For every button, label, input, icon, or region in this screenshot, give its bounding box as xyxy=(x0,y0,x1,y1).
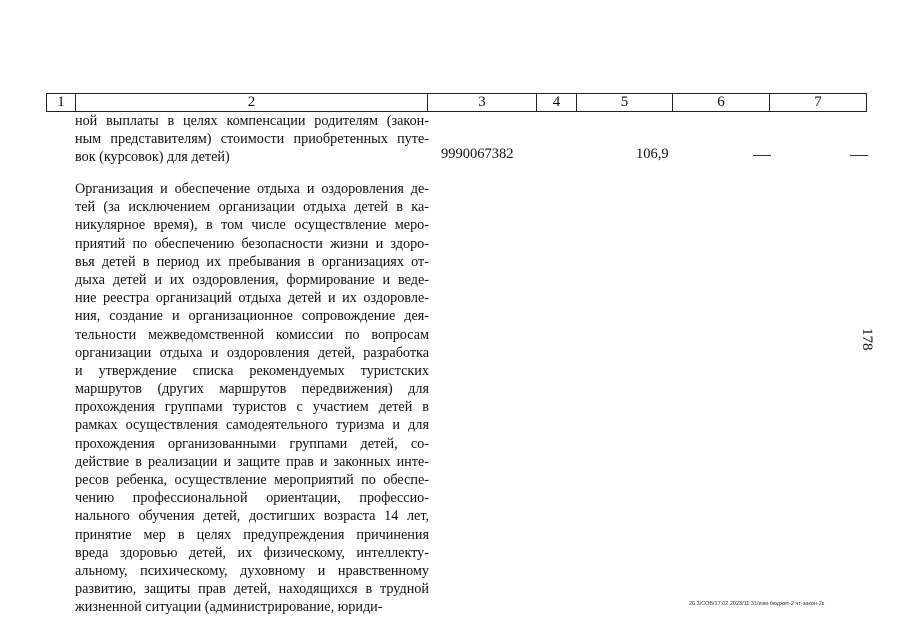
column-header-5: 5 xyxy=(577,94,673,112)
text-line: приятий по обеспечению безопасности жизни и здоро- xyxy=(75,235,429,252)
text-line: рамках осуществления самодеятельного туризма и для xyxy=(75,417,429,434)
text-line: тельности межведомственной комиссии по вопросам xyxy=(75,326,429,343)
page-number: 178 xyxy=(859,328,875,351)
text-line: маршрутов (других маршрутов передвижения) для xyxy=(75,381,429,398)
text-line: ресов ребенка, осуществление мероприятий по обеспе- xyxy=(75,472,429,488)
text-line: чению профессиональной ориентации, профессио- xyxy=(75,490,429,507)
text-line: прохождения группами туристов с участием детей в xyxy=(75,399,429,416)
row1-amount: 106,9 xyxy=(636,146,669,162)
row1-col6-dash xyxy=(753,155,771,156)
row1-description xyxy=(75,112,429,167)
text-line: вок (курсовок) для детей) xyxy=(75,149,230,166)
text-line: ния, создание и организационное сопровождение дея- xyxy=(75,308,429,325)
row1-col7-dash xyxy=(850,155,868,156)
text-line: развитию, защиты прав детей, находящихся в трудной xyxy=(75,581,429,598)
text-line: ным представителям) стоимости приобретенных путе- xyxy=(75,131,429,148)
text-line: никулярное время), в том числе осуществление меро- xyxy=(75,217,429,234)
text-line: дыха детей и их оздоровления, формирование и веде- xyxy=(75,271,429,288)
text-line: вья детей в период их пребывания в организациях от- xyxy=(75,253,429,270)
text-line: тей (за исключением организации отдыха детей в ка- xyxy=(75,199,429,216)
text-line: действие в реализации и защите прав и законных инте- xyxy=(75,453,429,470)
column-header-7: 7 xyxy=(770,94,867,112)
column-header-row xyxy=(46,93,867,112)
column-header-3: 3 xyxy=(428,94,537,112)
row2-description xyxy=(75,180,429,617)
text-line: принятие мер в целях предупреждения причинения xyxy=(75,526,429,543)
column-header-1: 1 xyxy=(47,94,76,112)
text-line: прохождения организованными группами детей, со- xyxy=(75,435,429,452)
text-line: Организация и обеспечение отдыха и оздоровления де- xyxy=(75,181,429,197)
row1-code: 9990067382 xyxy=(441,146,514,162)
column-header-4: 4 xyxy=(537,94,577,112)
text-line: ной выплаты в целях компенсации родителям (закон- xyxy=(75,113,429,129)
text-line: ние реестра организаций отдыха детей и их оздоровле- xyxy=(75,290,429,307)
document-footer-stamp: 20.3/СОВ/17.02.2023/11:31/изм-бюджет-2 чт-закон-2к xyxy=(689,601,825,607)
text-line: нального обучения детей, достигших возраста 14 лет, xyxy=(75,508,429,525)
text-line: и утверждение списка рекомендуемых туристских xyxy=(75,362,429,379)
column-header-2: 2 xyxy=(76,94,428,112)
text-line: организации отдыха и оздоровления детей, разработка xyxy=(75,344,429,361)
column-header-6: 6 xyxy=(673,94,770,112)
text-line: жизненной ситуации (администрирование, юриди- xyxy=(75,599,383,616)
text-line: альному, психическому, духовному и нравственному xyxy=(75,562,429,579)
text-line: вреда здоровью детей, их физическому, интеллекту- xyxy=(75,544,429,561)
